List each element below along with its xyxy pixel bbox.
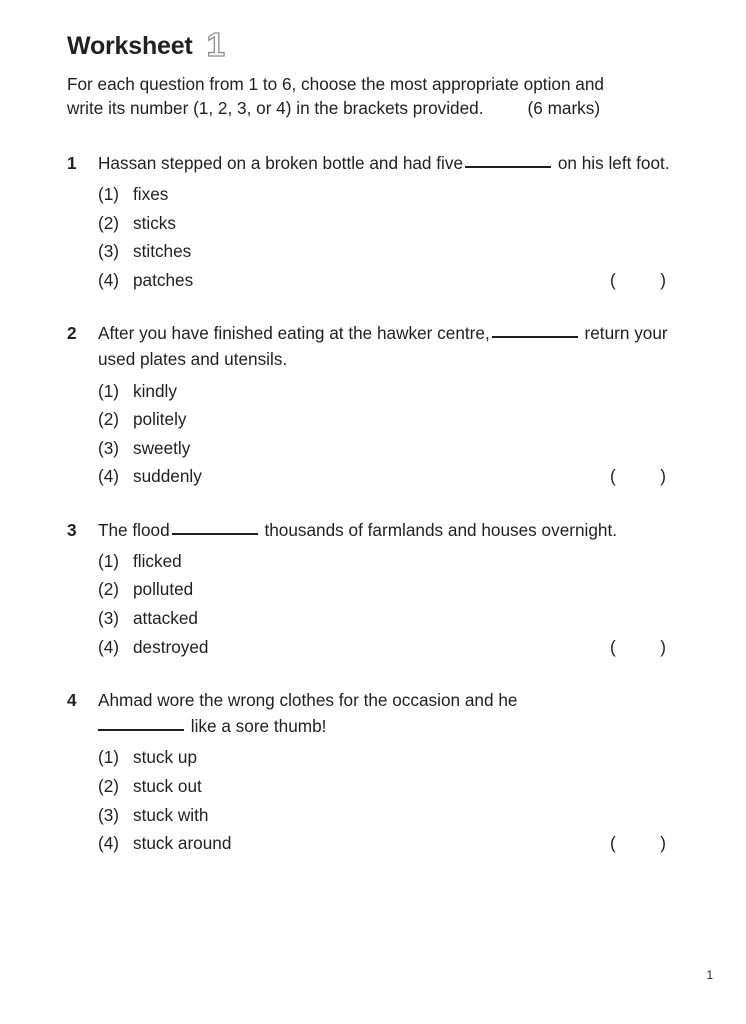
question-stem-after-blank: on his left foot.: [557, 153, 670, 173]
answer-blank[interactable]: [492, 336, 578, 338]
option-text: stitches: [133, 241, 192, 262]
option-item[interactable]: [98, 633, 679, 662]
option-label: (2): [98, 409, 120, 430]
page-number: 1: [706, 970, 713, 982]
answer-blank[interactable]: [172, 533, 258, 535]
question-item: [67, 687, 679, 857]
question-item: [67, 320, 679, 490]
option-text: polluted: [133, 579, 194, 600]
option-text: stuck up: [133, 747, 198, 768]
question-head: [67, 150, 679, 176]
question-number: 4: [67, 690, 77, 711]
option-item[interactable]: [98, 377, 679, 406]
option-item[interactable]: [98, 575, 679, 604]
question-stem: [98, 320, 679, 372]
question-item: [67, 150, 679, 294]
question-head: [67, 687, 679, 739]
question-stem-before-blank: Ahmad wore the wrong clothes for the occasion and he: [98, 690, 518, 711]
instructions: [67, 72, 679, 122]
option-item[interactable]: [98, 547, 679, 576]
option-label: (2): [98, 775, 120, 796]
option-label: (4): [98, 466, 120, 487]
bracket-close: ): [660, 636, 666, 657]
option-label: (2): [98, 579, 120, 600]
option-list: [98, 547, 679, 661]
bracket-open: (: [610, 466, 616, 487]
option-item[interactable]: [98, 604, 679, 633]
question-stem-before-blank: After you have finished eating at the hawker centre,: [98, 323, 490, 344]
question-number: 2: [67, 323, 77, 344]
answer-bracket-field[interactable]: [610, 266, 679, 295]
option-list: [98, 743, 679, 857]
worksheet-number: 1: [206, 26, 225, 63]
option-item[interactable]: [98, 180, 679, 209]
option-item[interactable]: [98, 405, 679, 434]
question-head: [67, 517, 679, 543]
option-item[interactable]: [98, 829, 679, 858]
option-text: stuck with: [133, 804, 209, 825]
question-stem: [98, 150, 679, 176]
option-label: (3): [98, 608, 120, 629]
bracket-close: ): [660, 466, 666, 487]
option-text: suddenly: [133, 466, 202, 487]
option-item[interactable]: [98, 266, 679, 295]
option-label: (4): [98, 833, 120, 854]
option-list: [98, 377, 679, 491]
option-item[interactable]: [98, 743, 679, 772]
answer-blank[interactable]: [465, 166, 551, 168]
option-label: (4): [98, 636, 120, 657]
option-item[interactable]: [98, 434, 679, 463]
option-item[interactable]: [98, 801, 679, 830]
option-text: kindly: [133, 380, 177, 401]
bracket-close: ): [660, 269, 666, 290]
marks-allocation: (6 marks): [527, 98, 601, 119]
question-stem: [98, 687, 679, 739]
option-item[interactable]: [98, 209, 679, 238]
instructions-line-1: For each question from 1 to 6, choose the most appropriate option and: [67, 73, 604, 94]
questions-list: [67, 150, 679, 858]
question-stem: [98, 517, 679, 543]
answer-bracket-field[interactable]: [610, 462, 679, 491]
question-number: 1: [67, 153, 77, 173]
option-label: (1): [98, 380, 120, 401]
option-label: (1): [98, 747, 120, 768]
bracket-open: (: [610, 833, 616, 854]
option-text: stuck out: [133, 775, 202, 796]
option-text: destroyed: [133, 636, 209, 657]
answer-bracket-field[interactable]: [610, 633, 679, 662]
option-label: (3): [98, 241, 120, 262]
worksheet-title-text: Worksheet: [67, 32, 193, 60]
option-label: (2): [98, 212, 120, 233]
page-title: [67, 26, 677, 61]
option-text: stuck around: [133, 833, 232, 854]
option-label: (1): [98, 184, 120, 205]
option-label: (3): [98, 804, 120, 825]
question-head: [67, 320, 679, 372]
option-item[interactable]: [98, 462, 679, 491]
option-label: (4): [98, 269, 120, 290]
bracket-open: (: [610, 269, 616, 290]
question-number: 3: [67, 519, 77, 540]
answer-bracket-field[interactable]: [610, 829, 679, 858]
bracket-close: ): [660, 833, 666, 854]
option-text: sticks: [133, 212, 176, 233]
option-list: [98, 180, 679, 294]
option-item[interactable]: [98, 237, 679, 266]
option-text: sweetly: [133, 437, 191, 458]
worksheet-header: [67, 26, 677, 121]
instructions-line-2: write its number (1, 2, 3, or 4) in the brackets provided.: [67, 98, 484, 119]
question-stem-after-blank: like a sore thumb!: [190, 716, 327, 737]
question-stem-after-blank: thousands of farmlands and houses overnight.: [264, 519, 618, 540]
option-text: fixes: [133, 184, 169, 205]
option-text: patches: [133, 269, 194, 290]
question-item: [67, 517, 679, 661]
question-stem-after-blank: return your used plates and utensils.: [98, 323, 668, 370]
question-stem-before-blank: The flood: [98, 519, 170, 540]
option-text: attacked: [133, 608, 198, 629]
question-stem-before-blank: Hassan stepped on a broken bottle and had five: [98, 153, 464, 173]
option-label: (1): [98, 550, 120, 571]
option-item[interactable]: [98, 772, 679, 801]
option-text: flicked: [133, 550, 182, 571]
answer-blank[interactable]: [98, 729, 184, 731]
bracket-open: (: [610, 636, 616, 657]
option-label: (3): [98, 437, 120, 458]
option-text: politely: [133, 409, 187, 430]
